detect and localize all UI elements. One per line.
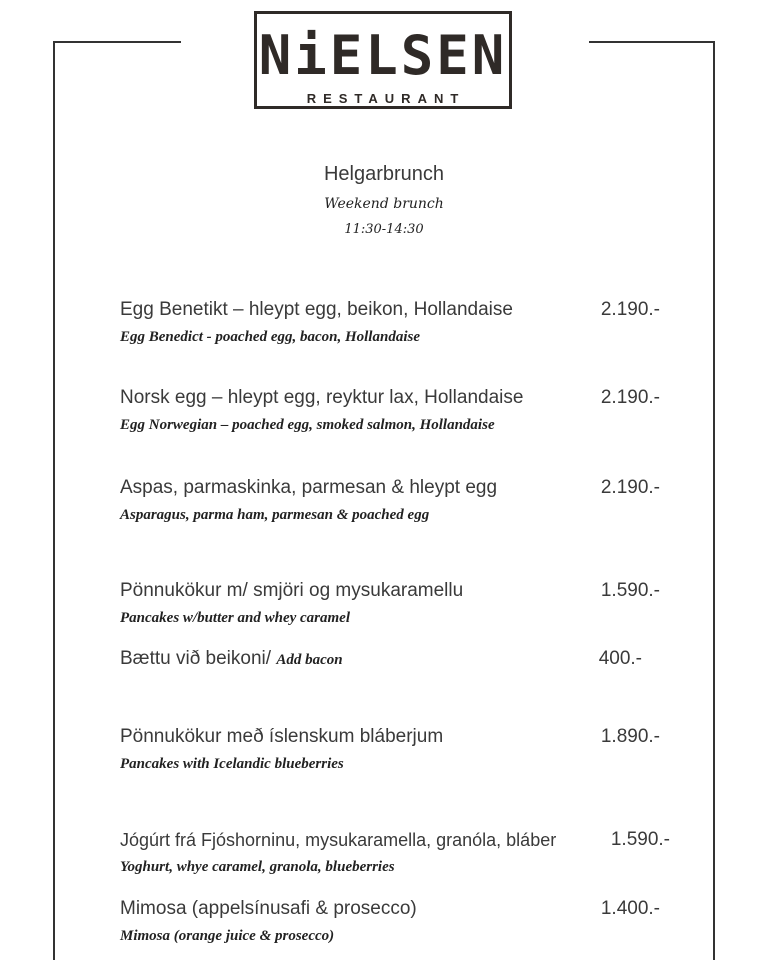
item-price: 1.590.- (610, 829, 670, 850)
item-price: 400.- (598, 648, 642, 669)
logo-name: NiELSEN (258, 24, 508, 87)
menu-title: Helgarbrunch (323, 163, 445, 185)
item-translation: Pancakes w/butter and whey caramel (120, 610, 350, 626)
addon-line (120, 647, 660, 672)
item-translation: Mimosa (orange juice & prosecco) (120, 928, 335, 944)
item-translation: Yoghurt, whye caramel, granola, blueberries (120, 859, 395, 875)
item-translation: Asparagus, parma ham, parmesan & poached egg (120, 507, 430, 523)
item-translation: Pancakes with Icelandic blueberries (120, 756, 344, 772)
item-name: Mimosa (appelsínusafi & prosecco) (120, 898, 417, 919)
restaurant-logo (254, 11, 512, 109)
menu-item (120, 828, 670, 877)
item-name: Bættu við beikoni/ (120, 648, 272, 669)
item-price: 1.890.- (600, 726, 660, 747)
item-translation: Egg Norwegian – poached egg, smoked salmon, Hollandaise (120, 417, 495, 433)
logo-subtitle: RESTAURANT (257, 91, 509, 106)
item-name: Egg Benetikt – hleypt egg, beikon, Hollandaise (120, 299, 513, 320)
item-name: Norsk egg – hleypt egg, reyktur lax, Hollandaise (120, 387, 524, 408)
frame-top-right-line (589, 41, 715, 43)
item-name: Pönnukökur með íslenskum bláberjum (120, 726, 444, 747)
menu-item (120, 386, 660, 435)
menu-item (120, 897, 660, 946)
item-translation: Add bacon (276, 652, 343, 668)
menu-hours: 11:30-14:30 (344, 222, 424, 237)
item-price: 2.190.- (600, 299, 660, 320)
menu-item (120, 579, 660, 628)
item-name: Jógúrt frá Fjóshorninu, mysukaramella, granóla, bláber (120, 830, 557, 850)
menu-item (120, 476, 660, 525)
frame-top-left-line (53, 41, 181, 43)
menu-item-addon (120, 647, 660, 672)
item-price: 2.190.- (600, 477, 660, 498)
menu-subtitle: Weekend brunch (324, 196, 444, 212)
item-translation: Egg Benedict - poached egg, bacon, Hollandaise (120, 329, 420, 345)
item-name: Pönnukökur m/ smjöri og mysukaramellu (120, 580, 464, 601)
item-name: Aspas, parmaskinka, parmesan & hleypt egg (120, 477, 498, 498)
item-price: 1.590.- (600, 580, 660, 601)
menu-item (120, 725, 660, 774)
item-price: 2.190.- (600, 387, 660, 408)
item-price: 1.400.- (600, 898, 660, 919)
menu-item (120, 298, 660, 347)
